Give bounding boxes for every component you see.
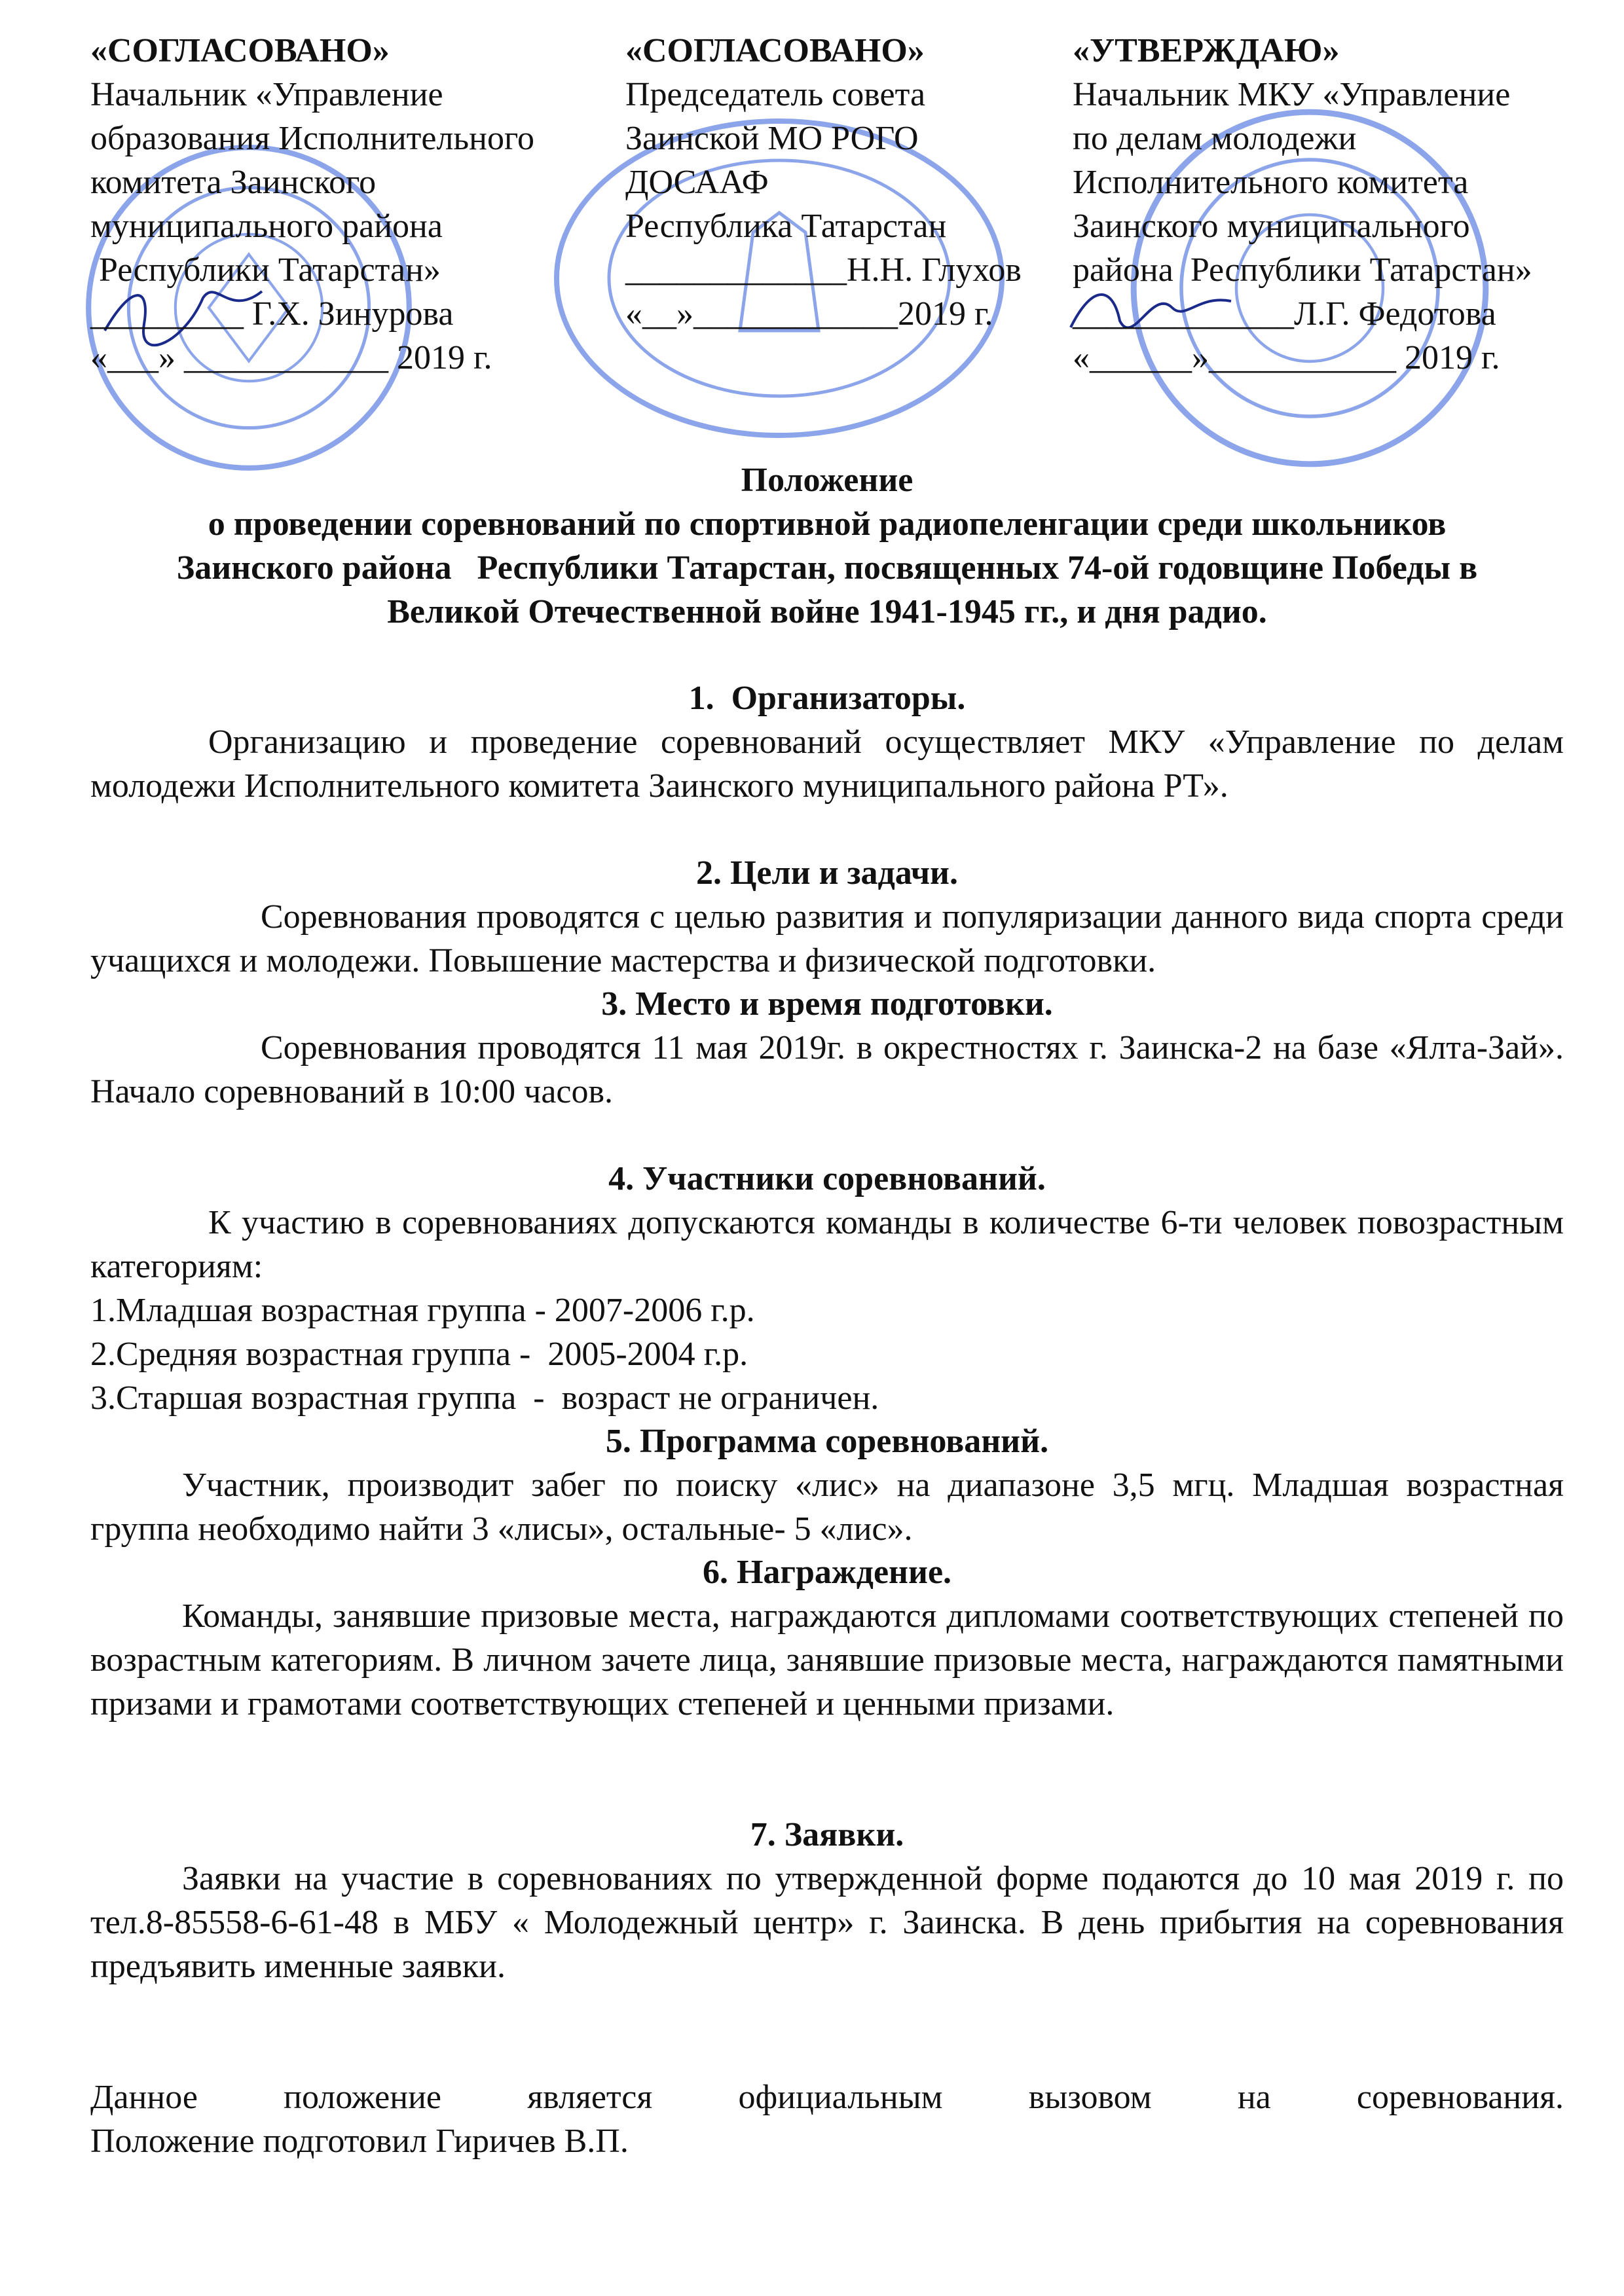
approval-date-line: «______»___________ 2019 г. — [1073, 339, 1500, 376]
approval-block-education — [90, 29, 595, 380]
section-heading: 1. Организаторы. — [688, 680, 966, 717]
approval-line: Заинского муниципального — [1073, 208, 1470, 245]
section-heading: 3. Место и время подготовки. — [601, 985, 1053, 1023]
section-goals — [90, 851, 1564, 983]
section-awards — [90, 1550, 1564, 1726]
closing-note — [90, 2075, 1564, 2163]
approval-signature-line: _________ Г.Х. Зинурова — [90, 295, 454, 333]
section-heading: 2. Цели и задачи. — [695, 854, 959, 892]
closing-line: Данное положение является официальным вызовом на соревнования. — [90, 2079, 1564, 2116]
section-heading: 7. Заявки. — [750, 1816, 904, 1853]
approval-line: Заинской МО РОГО — [625, 120, 919, 157]
section-participants — [90, 1157, 1564, 1420]
approval-signature-line: _____________Н.Н. Глухов — [625, 251, 1022, 289]
age-group-item: 2.Средняя возрастная группа - 2005-2004 г.р. — [90, 1336, 748, 1373]
section-text: Заявки на участие в соревнованиях по утвержденной форме подаются до 10 мая 2019 г. по тел.8-85558-6-61-48 в МБУ « Молодежный центр» г. Заинска. В день прибытия на соревнования предъявить именные заявки. — [90, 1860, 1564, 1985]
approval-line: по делам молодежи — [1073, 120, 1357, 157]
approval-date-line: «___» ____________ 2019 г. — [90, 339, 492, 376]
section-heading: 6. Награждение. — [702, 1554, 952, 1591]
section-organizers — [90, 676, 1564, 808]
approval-label: «СОГЛАСОВАНО» — [625, 32, 925, 69]
title-line: о проведении соревнований по спортивной радиопеленгации среди школьников — [208, 505, 1447, 543]
document-title — [90, 458, 1564, 634]
section-heading: 5. Программа соревнований. — [605, 1423, 1049, 1460]
age-group-item: 3.Старшая возрастная группа - возраст не ограничен. — [90, 1379, 879, 1417]
approval-line: Республики Татарстан» — [90, 251, 441, 289]
approval-line: района Республики Татарстан» — [1073, 251, 1532, 289]
approval-signature-line: _____________Л.Г. Федотова — [1073, 295, 1496, 333]
approval-line: Начальник МКУ «Управление — [1073, 76, 1511, 113]
title-line: Заинского района Республики Татарстан, посвященных 74-ой годовщине Победы в — [176, 549, 1478, 587]
author-line: Положение подготовил Гиричев В.П. — [90, 2123, 629, 2160]
section-text: Соревнования проводятся с целью развития и популяризации данного вида спорта среди учащихся и молодежи. Повышение мастерства и физической подготовки. — [90, 898, 1564, 979]
approval-block-youth-affairs — [1073, 29, 1596, 380]
section-applications — [90, 1813, 1564, 1988]
section-place-time — [90, 982, 1564, 1114]
section-text: К участию в соревнованиях допускаются команды в количестве 6-ти человек повозрастным категориям: — [90, 1204, 1564, 1285]
section-program — [90, 1419, 1564, 1551]
section-text: Организацию и проведение соревнований осуществляет МКУ «Управление по делам молодежи Исполнительного комитета Заинского муниципального района РТ». — [90, 723, 1564, 805]
approval-line: Республика Татарстан — [625, 208, 947, 245]
age-group-item: 1.Младшая возрастная группа - 2007-2006 г.р. — [90, 1292, 755, 1329]
approval-label: «СОГЛАСОВАНО» — [90, 32, 390, 69]
approval-block-dosaaf — [625, 29, 1044, 336]
approval-line: ДОСААФ — [625, 164, 769, 201]
title-line: Великой Отечественной войне 1941-1945 гг., и дня радио. — [387, 593, 1267, 630]
approval-line: образования Исполнительного — [90, 120, 535, 157]
approval-line: Исполнительного комитета — [1073, 164, 1469, 201]
section-text: Команды, занявшие призовые места, награждаются дипломами соответствующих степеней по возрастным категориям. В личном зачете лица, занявшие призовые места, награждаются памятными призами и грамотами соответствующих степеней и ценными призами. — [90, 1597, 1564, 1722]
title-line: Положение — [741, 462, 913, 499]
section-text: Соревнования проводятся 11 мая 2019г. в окрестностях г. Заинска-2 на базе «Ялта-Зай». Начало соревнований в 10:00 часов. — [90, 1029, 1564, 1110]
approval-line: муниципального района — [90, 208, 443, 245]
approval-line: Начальник «Управление — [90, 76, 443, 113]
section-heading: 4. Участники соревнований. — [608, 1160, 1046, 1197]
approval-date-line: «__»____________2019 г. — [625, 295, 993, 333]
approval-line: комитета Заинского — [90, 164, 377, 201]
approval-label: «УТВЕРЖДАЮ» — [1073, 32, 1340, 69]
approval-line: Председатель совета — [625, 76, 926, 113]
section-text: Участник, производит забег по поиску «лис» на диапазоне 3,5 мгц. Младшая возрастная группа необходимо найти 3 «лисы», остальные- 5 «лис». — [90, 1467, 1564, 1548]
